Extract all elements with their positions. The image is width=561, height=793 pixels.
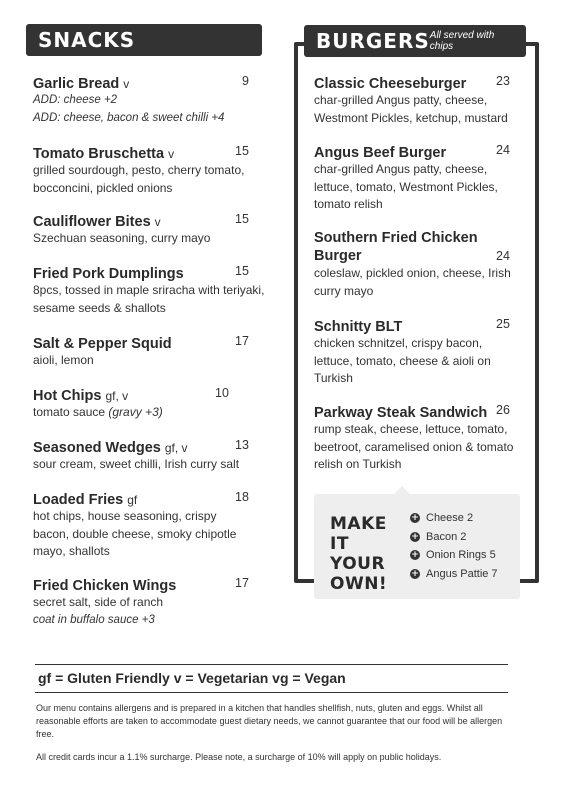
extra-item: [410, 509, 498, 528]
item-tag: gf, v: [105, 389, 129, 403]
item-description-extra: (gravy +3): [108, 405, 163, 419]
item-name: Southern Fried Chicken Burger: [314, 230, 478, 264]
make-your-own-title: MAKE IT YOUR OWN!: [330, 514, 388, 594]
divider-bottom: [35, 692, 508, 693]
snack-item-hot-chips: [33, 385, 265, 422]
divider-top: [35, 664, 508, 665]
plus-circle-icon: +: [411, 513, 419, 524]
burger-item-schnitty-blt: [314, 316, 524, 388]
item-price: 9: [242, 74, 249, 88]
item-description: 8pcs, tossed in maple sriracha with teriyaki, sesame seeds & shallots: [33, 283, 265, 315]
item-price: 18: [235, 490, 249, 504]
extras-list: [410, 509, 498, 583]
item-description: char-grilled Angus patty, cheese, Westmont Pickles, ketchup, mustard: [314, 93, 508, 125]
item-name: Angus Beef Burger: [314, 145, 447, 161]
snack-item-loaded-fries: [33, 489, 253, 561]
plus-circle-icon: +: [411, 531, 419, 542]
extra-label: Angus Pattie 7: [426, 567, 498, 580]
item-description: grilled sourdough, pesto, cherry tomato, bocconcini, pickled onions: [33, 163, 245, 195]
snacks-title: SNACKS: [38, 28, 136, 52]
extra-label: Bacon 2: [426, 530, 467, 543]
burger-item-parkway-steak-sandwich: [314, 402, 526, 474]
item-price: 15: [235, 264, 249, 278]
item-name: Classic Cheeseburger: [314, 76, 467, 92]
item-name: Tomato Bruschetta: [33, 146, 165, 162]
item-name: Schnitty BLT: [314, 319, 403, 335]
extra-label: Onion Rings 5: [426, 549, 496, 562]
snacks-header: [26, 24, 262, 56]
item-name: Parkway Steak Sandwich: [314, 405, 488, 421]
snack-item-seasoned-wedges: [33, 437, 265, 474]
item-name: Garlic Bread: [33, 76, 120, 92]
item-name: Hot Chips: [33, 388, 102, 404]
item-description: sour cream, sweet chilli, Irish curry salt: [33, 457, 240, 471]
snack-item-cauliflower-bites: [33, 211, 265, 248]
item-tag: gf: [127, 493, 138, 507]
item-description: Szechuan seasoning, curry mayo: [33, 231, 211, 245]
item-name: Salt & Pepper Squid: [33, 336, 172, 352]
surcharge-notice: All credit cards incur a 1.1% surcharge. Please note, a surcharge of 10% will apply on public holidays.: [36, 752, 442, 762]
item-tag: v: [123, 77, 130, 91]
item-description: aioli, lemon: [33, 353, 94, 367]
burgers-title: BURGERS: [316, 29, 430, 53]
item-tag: gf, v: [164, 441, 188, 455]
snack-item-fried-chicken-wings: [33, 575, 265, 629]
item-price: 23: [496, 74, 510, 88]
snack-item-fried-pork-dumplings: [33, 263, 265, 317]
item-description: secret salt, side of ranch: [33, 595, 164, 609]
extra-item: [410, 565, 498, 584]
item-description: hot chips, house seasoning, crispy bacon, double cheese, smoky chipotle mayo, shallots: [33, 509, 237, 558]
item-name: Fried Chicken Wings: [33, 578, 177, 594]
item-price: 15: [235, 212, 249, 226]
item-name: Seasoned Wedges: [33, 440, 161, 456]
item-description: chicken schnitzel, crispy bacon, lettuce, tomato, cheese & aioli on Turkish: [314, 336, 491, 385]
burger-item-southern-fried-chicken: [314, 229, 524, 300]
item-addon: ADD: cheese +2: [33, 94, 118, 106]
make-your-own-box: [314, 494, 520, 599]
item-name: Cauliflower Bites: [33, 214, 151, 230]
item-price: 24: [496, 143, 510, 157]
allergen-disclaimer: Our menu contains allergens and is prepared in a kitchen that handles shellfish, nuts, gluten and eggs. Whilst all reasonable efforts are taken to accommodate guest dietary needs, we cannot guarantee that our food will be allergen free.: [36, 703, 503, 739]
snack-item-salt-pepper-squid: [33, 333, 265, 370]
item-name: Loaded Fries: [33, 492, 124, 508]
item-description: rump steak, cheese, lettuce, tomato, beetroot, caramelised onion & tomato relish on Turkish: [314, 422, 514, 471]
item-price: 17: [235, 334, 249, 348]
item-price: 10: [215, 386, 229, 400]
item-price: 26: [496, 403, 510, 417]
item-description: char-grilled Angus patty, cheese, lettuce, tomato, Westmont Pickles, tomato relish: [314, 162, 498, 211]
plus-circle-icon: +: [411, 568, 419, 579]
plus-circle-icon: +: [411, 550, 419, 561]
item-tag: v: [168, 147, 175, 161]
snack-item-garlic-bread: [33, 73, 253, 127]
extra-item: [410, 528, 498, 547]
item-addon: coat in buffalo sauce +3: [33, 613, 155, 626]
item-addon: ADD: cheese, bacon & sweet chilli +4: [33, 111, 225, 124]
item-price: 25: [496, 317, 510, 331]
dietary-legend: gf = Gluten Friendly v = Vegetarian vg = Vegan: [38, 670, 346, 686]
burger-item-classic-cheeseburger: [314, 73, 524, 127]
item-description-text: tomato sauce: [33, 405, 106, 419]
item-description: coleslaw, pickled onion, cheese, Irish curry mayo: [314, 266, 511, 298]
snack-item-tomato-bruschetta: [33, 143, 265, 197]
burgers-header: [304, 25, 526, 57]
extra-item: [410, 546, 498, 565]
item-tag: v: [154, 215, 161, 229]
item-price: 24: [496, 249, 510, 263]
item-price: 15: [235, 144, 249, 158]
item-price: 17: [235, 576, 249, 590]
item-price: 13: [235, 438, 249, 452]
burger-item-angus-beef-burger: [314, 142, 524, 214]
item-description: [33, 404, 265, 422]
burgers-note: All served with chips: [429, 30, 495, 52]
item-name: Fried Pork Dumplings: [33, 266, 184, 282]
extra-label: Cheese 2: [426, 512, 474, 525]
